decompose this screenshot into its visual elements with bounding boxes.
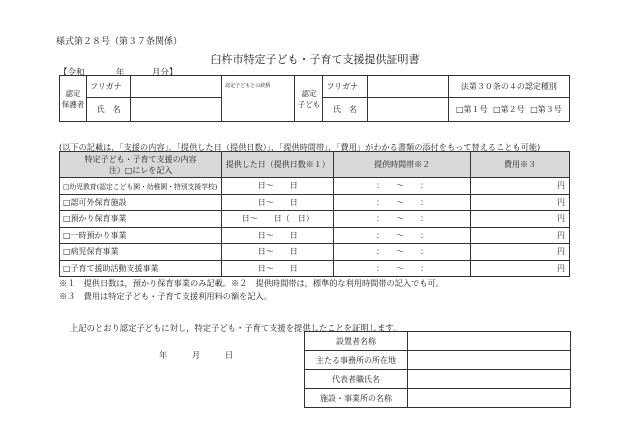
cert-type-heading: 法第３０条の４の認定種別 [448, 76, 569, 98]
provider-row [305, 332, 571, 351]
table-row [60, 194, 570, 211]
table-row [60, 211, 570, 228]
provided-time-field[interactable]: ： ～ ： [334, 194, 471, 211]
provider-label: 主たる事務所の所在地 [305, 351, 408, 370]
provider-label: 設置者名称 [305, 332, 408, 351]
provider-value-field[interactable] [408, 370, 571, 389]
header-time: 提供時間帯※２ [334, 152, 471, 178]
guardian-label: 認定 保護者 [60, 76, 87, 122]
fee-field[interactable]: 円 [471, 260, 570, 277]
form-number: 様式第２８号（第３７条関係） [56, 37, 183, 47]
service-item-checkbox[interactable]: □認可外保育施設 [60, 194, 222, 211]
provided-days-field[interactable]: 日～ 日 [222, 194, 334, 211]
service-item-checkbox[interactable]: □病児保育事業 [60, 244, 222, 261]
child-furigana-field[interactable] [367, 76, 448, 98]
service-item-checkbox[interactable]: □幼児教育(認定こども園・幼稚園・特別支援学校) [60, 178, 222, 195]
note-1: ※１ 提供日数は，預かり保育事業のみ記載。※２ 提供時間帯は，標準的な利用時間帯の記入でも可。 [59, 278, 444, 288]
provider-row [305, 351, 571, 370]
guardian-name-field[interactable] [131, 98, 222, 122]
header-days: 提供した日（提供日数※１） [222, 152, 334, 178]
fee-field[interactable]: 円 [471, 227, 570, 244]
header-fee: 費用※３ [471, 152, 570, 178]
relation-label: 認定子どもとの続柄 [222, 76, 295, 122]
cert-type-1[interactable]: □第１号 [455, 105, 488, 114]
provided-time-field[interactable]: ： ～ ： [334, 227, 471, 244]
service-item-checkbox[interactable]: □一時預かり事業 [60, 227, 222, 244]
guardian-furigana-label: フリガナ [87, 76, 131, 98]
fee-field[interactable]: 円 [471, 244, 570, 261]
service-item-checkbox[interactable]: □子育て援助活動支援事業 [60, 260, 222, 277]
child-name-label: 氏 名 [323, 98, 367, 122]
period-year: 年 [115, 68, 125, 78]
provided-time-field[interactable]: ： ～ ： [334, 211, 471, 228]
provider-table [304, 331, 571, 408]
provided-days-field[interactable]: 日～ 日（ 日） [222, 211, 334, 228]
provided-days-field[interactable]: 日～ 日 [222, 244, 334, 261]
provider-row [305, 370, 571, 389]
provided-time-field[interactable]: ： ～ ： [334, 260, 471, 277]
child-name-field[interactable] [367, 98, 448, 122]
table-row [60, 227, 570, 244]
provided-days-field[interactable]: 日～ 日 [222, 260, 334, 277]
cert-type-options[interactable] [448, 98, 569, 122]
header-content: 特定子ども・子育て支援の内容 注）□にレを記入 [60, 152, 222, 178]
provider-label: 施設・事業所の名称 [305, 389, 408, 408]
fee-field[interactable]: 円 [471, 194, 570, 211]
provider-row [305, 389, 571, 408]
child-label: 認定 子ども [295, 76, 323, 122]
table-row [60, 244, 570, 261]
guardian-child-table [59, 75, 570, 122]
provider-value-field[interactable] [408, 351, 571, 370]
document-title: 臼杵市特定子ども・子育て支援提供証明書 [210, 53, 420, 66]
cert-type-2[interactable]: □第２号 [493, 105, 525, 114]
fee-field[interactable]: 円 [471, 211, 570, 228]
provided-days-field[interactable]: 日～ 日 [222, 178, 334, 195]
intro-text: (以下の記載は，「支援の内容」，「提供した日（提供日数）」，「提供時間帯」，「費用」がわかる書類の添付をもって替えることも可能) [59, 142, 541, 152]
service-table [59, 151, 570, 277]
note-2: ※３ 費用は特定子ども・子育て支援利用料の額を記入。 [59, 291, 272, 301]
provider-label: 代表者職氏名 [305, 370, 408, 389]
cert-type-3[interactable]: □第３号 [530, 105, 562, 114]
table-row [60, 178, 570, 195]
period-month: 月分】 [151, 68, 178, 78]
provided-time-field[interactable]: ： ～ ： [334, 178, 471, 195]
certification-statement: 上記のとおり認定子どもに対し，特定子ども・子育て支援を提供したことを証明します。 [70, 323, 402, 333]
date-line[interactable]: 年 月 日 [159, 350, 234, 360]
provided-time-field[interactable]: ： ～ ： [334, 244, 471, 261]
fee-field[interactable]: 円 [471, 178, 570, 195]
child-furigana-label: フリガナ [323, 76, 367, 98]
guardian-furigana-field[interactable] [131, 76, 222, 98]
provided-days-field[interactable]: 日～ 日 [222, 227, 334, 244]
guardian-name-label: 氏 名 [87, 98, 131, 122]
table-row [60, 260, 570, 277]
provider-value-field[interactable] [408, 389, 571, 408]
service-item-checkbox[interactable]: □預かり保育事業 [60, 211, 222, 228]
provider-value-field[interactable] [408, 332, 571, 351]
period-era: 【令和 [59, 68, 85, 78]
